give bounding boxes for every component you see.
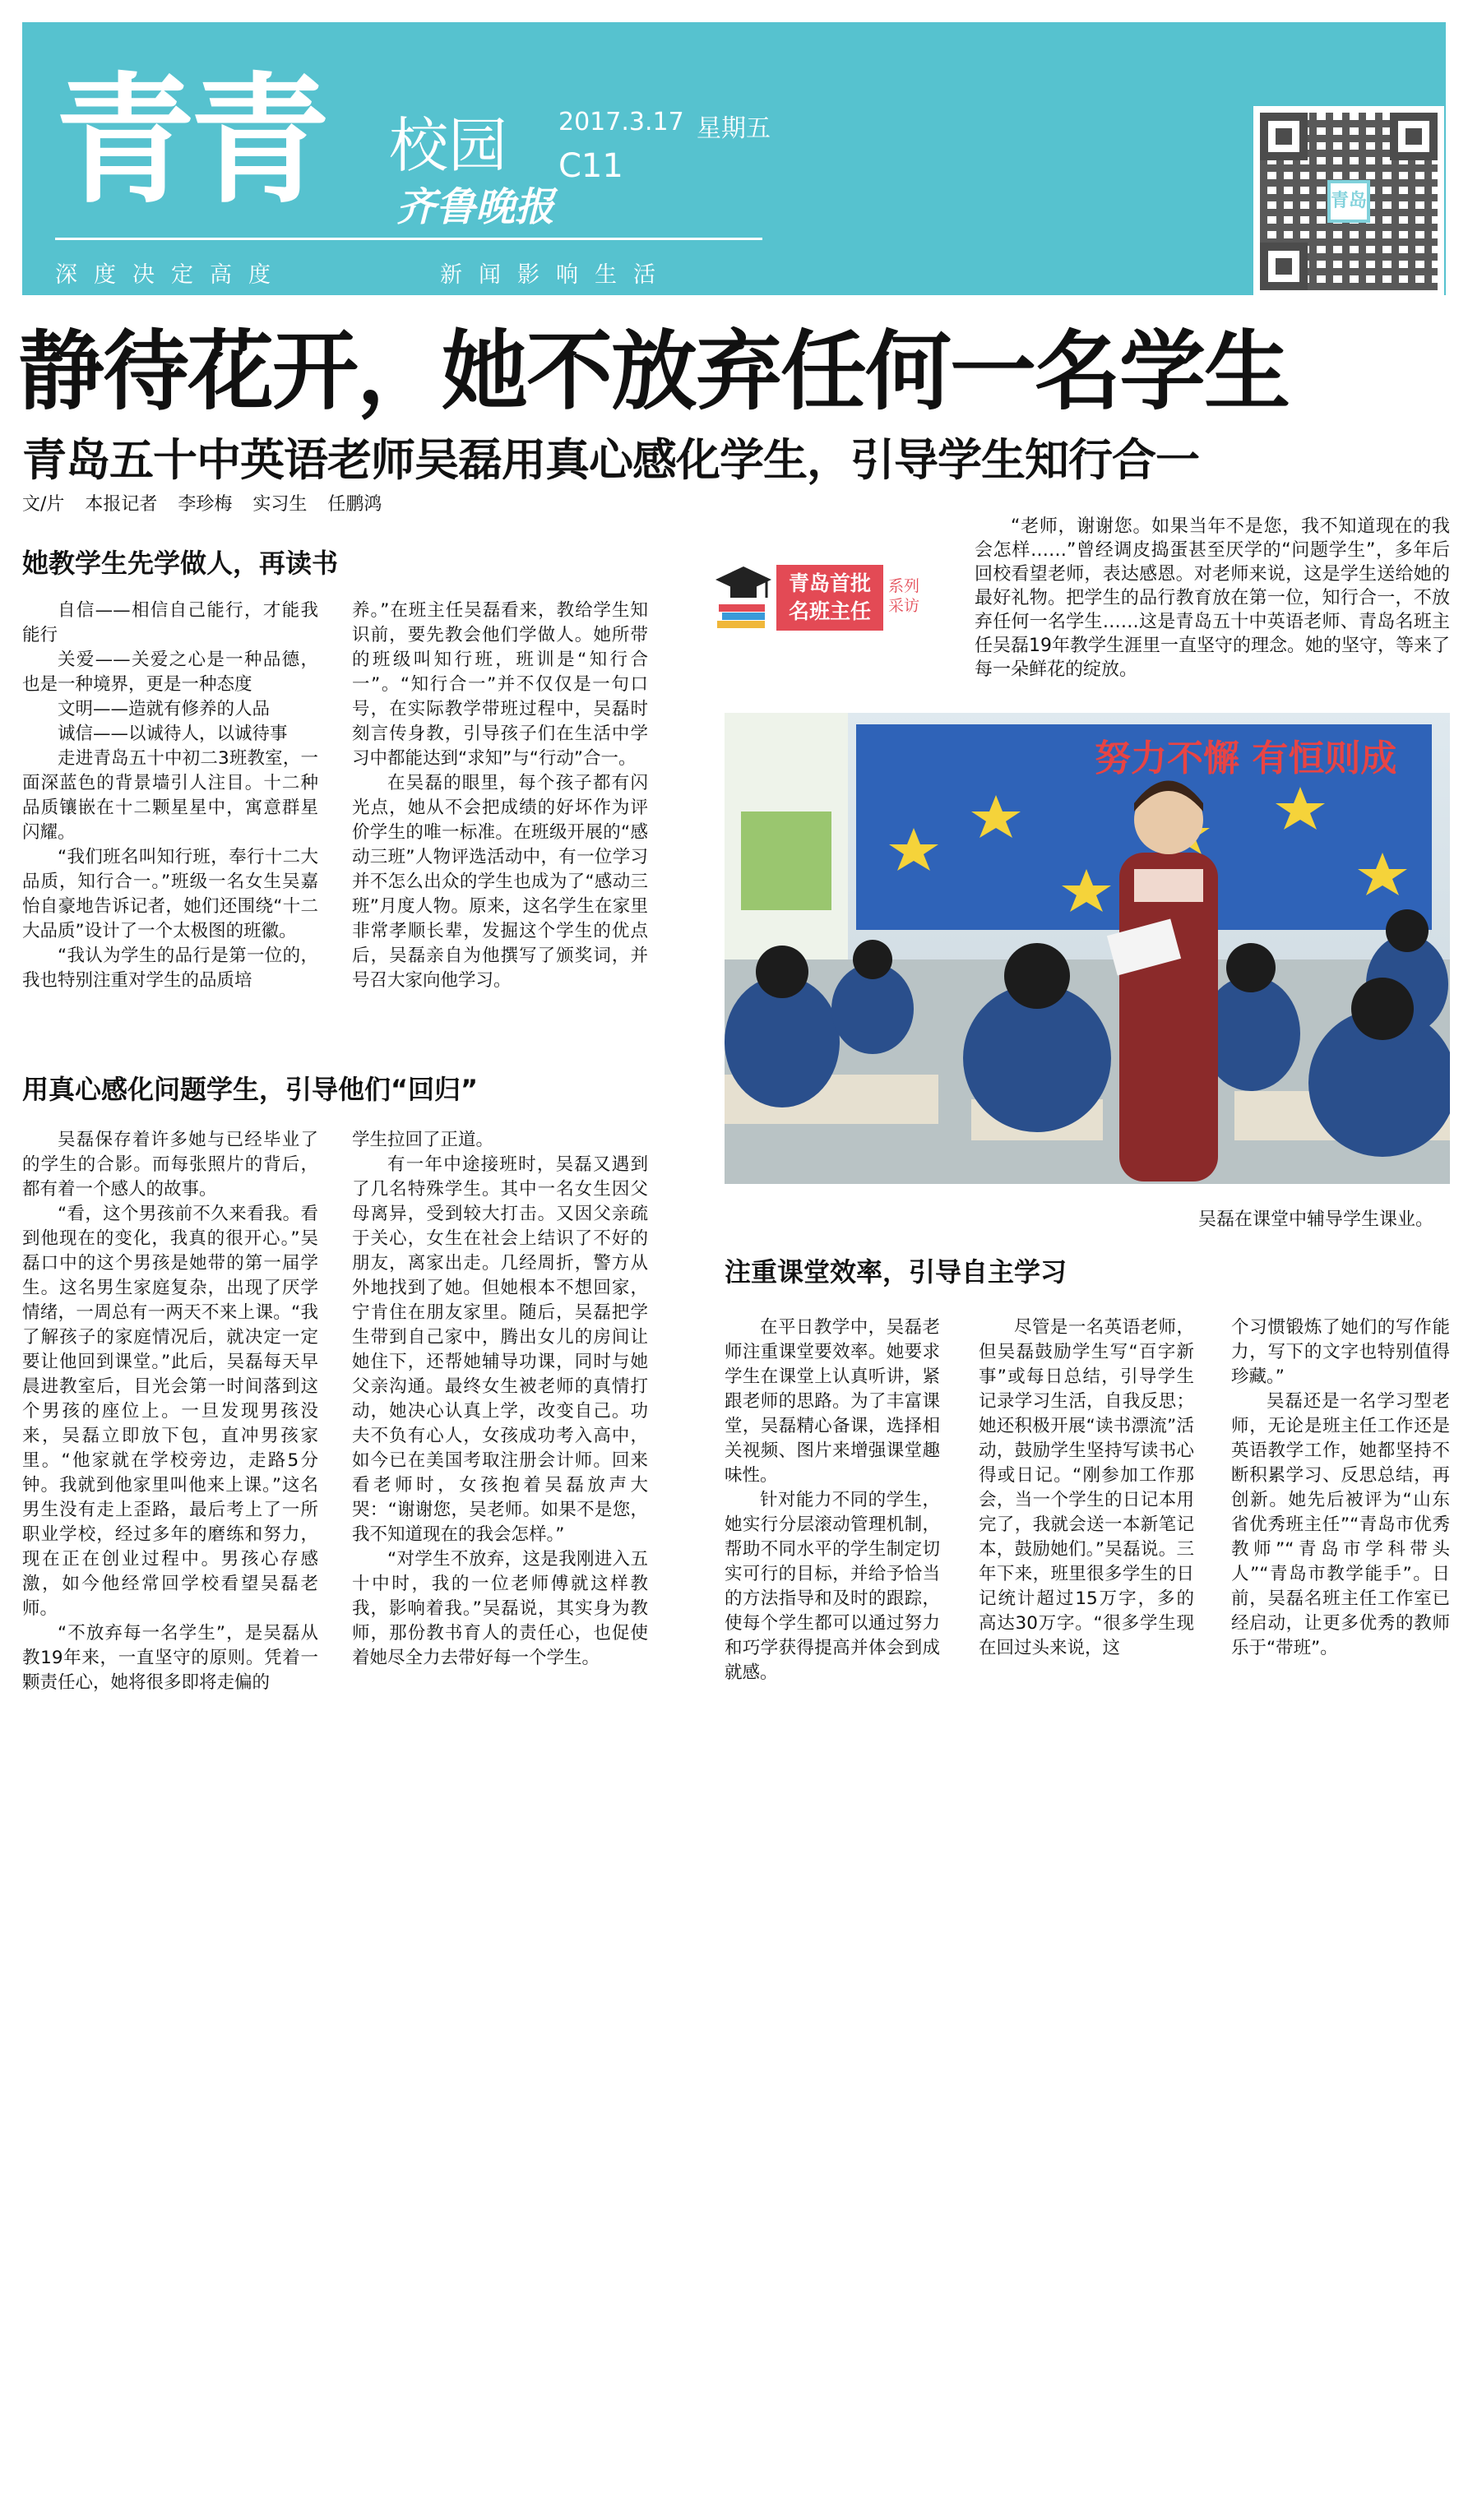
paragraph: 吴磊保存着许多她与已经毕业了的学生的合影。而每张照片的背后，都有着一个感人的故事。 [22, 1130, 318, 1200]
masthead-divider [55, 238, 762, 240]
classroom-photo [725, 713, 1450, 1184]
qr-finder [1260, 243, 1308, 290]
paragraph: 有一年中途接班时，吴磊又遇到了几名特殊学生。其中一名女生因父母离异，受到较大打击。又因父亲疏于关心，女生在社会上结识了不好的朋友，离家出走。几经周折，警方从外地找到了她。但她根本不想回家，宁肯住在朋友家里。随后，吴磊把学生带到自己家中，腾出女儿的房间让她住下，还帮她辅导功课，同时与她父亲沟通。最终女生被老师的真情打动，她决心认真上学，改变自己。功夫不负有心人，女孩成功考入高中，如今已在美国考取注册会计师。回来看老师时，女孩抱着吴磊放声大哭：“谢谢您，吴老师。如果不是您，我不知道现在的我会怎样。” [352, 1154, 648, 1545]
qr-center-logo: 青岛 [1327, 180, 1370, 223]
paragraph: 关爱——关爱之心是一种品德，也是一种境界，更是一种态度 [22, 650, 318, 695]
series-badge-line: 青岛首批 [788, 571, 871, 595]
series-badge-label [776, 565, 883, 631]
article-subhead: 青岛五十中英语老师吴磊用真心感化学生，引导学生知行合一 [22, 434, 1199, 486]
section-title: 用真心感化问题学生，引导他们“回归” [22, 1074, 479, 1105]
paragraph: 文明——造就有修养的人品 [58, 699, 271, 719]
article-headline: 静待花开，她不放弃任何一名学生 [18, 321, 1290, 422]
paragraph: 学生拉回了正道。 [352, 1130, 494, 1150]
series-badge-line: 名班主任 [788, 599, 871, 623]
text-column [22, 1128, 318, 1695]
text-column [725, 1315, 940, 1685]
paragraph: “我认为学生的品行是第一位的，我也特别注重对学生的品质培 [22, 946, 318, 991]
slogan-left: 深度决定高度 [55, 262, 287, 288]
paragraph: “不放弃每一名学生”，是吴磊从教19年来，一直坚守的原则。凭着一颗责任心，她将很多即将走偏的 [22, 1623, 318, 1693]
paragraph: 养。”在班主任吴磊看来，教给学生知识前，要先教会他们学做人。她所带的班级叫知行班，班训是“知行合一”。“知行合一”并不仅仅是一句口号，在实际教学带班过程中，吴磊时刻言传身教，引导孩子们在生活中学习中都能达到“求知”与“行动”合一。 [352, 600, 648, 769]
article-intro [975, 515, 1450, 682]
paragraph: 尽管是一名英语老师，但吴磊鼓励学生写“百字新事”或每日总结，引导学生记录学习生活，自我反思；她还积极开展“读书漂流”活动，鼓励学生坚持写读书心得或日记。“刚参加工作那会，当一个学生的日记本用完了，我就会送一本新笔记本，鼓励她们。”吴磊说。三年下来，班里很多学生的日记统计超过15万字，多的高达30万字。“很多学生现在回过头来说，这 [979, 1317, 1194, 1658]
slogan-right: 新闻影响生活 [440, 262, 672, 288]
masthead [22, 22, 1446, 295]
paragraph: 在平日教学中，吴磊老师注重课堂要效率。她要求学生在课堂上认真听讲，紧跟老师的思路。为了丰富课堂，吴磊精心备课，选择相关视频、图片来增强课堂趣味性。 [725, 1317, 940, 1486]
qr-code[interactable] [1253, 106, 1444, 297]
qr-finder [1260, 113, 1308, 160]
series-tag: 系列采访 [888, 577, 920, 615]
issue-date: 2017.3.17 [558, 108, 684, 136]
paragraph: 在吴磊的眼里，每个孩子都有闪光点，她从不会把成绩的好坏作为评价学生的唯一标准。在班级开展的“感动三班”人物评选活动中，有一位学习并不怎么出众的学生也成为了“感动三班”月度人物。原来，这名学生在家里非常孝顺长辈，发掘这个学生的优点后，吴磊亲自为他撰写了颁奖词，并号召大家向他学习。 [352, 773, 648, 991]
photo-banner-text: 努力不懈 有恒则成 [1095, 738, 1397, 779]
brand-logo: 青青 [55, 60, 326, 223]
text-column [22, 599, 318, 993]
text-column [1231, 1315, 1450, 1661]
classroom-illustration [725, 713, 1450, 1184]
qr-pattern [1260, 113, 1438, 290]
text-column [352, 599, 648, 993]
paragraph: 诚信——以诚待人，以诚待事 [58, 724, 288, 744]
paragraph: “对学生不放弃，这是我刚进入五十中时，我的一位老师傅就这样教我，影响着我。”吴磊说，其实身为教师，那份教书育人的责任心，也促使着她尽全力去带好每一个学生。 [352, 1549, 648, 1668]
text-column [979, 1315, 1194, 1661]
intro-paragraph: “老师，谢谢您。如果当年不是您，我不知道现在的我会怎样……”曾经调皮捣蛋甚至厌学的“问题学生”，多年后回校看望老师，表达感恩。对老师来说，这是学生送给她的最好礼物。把学生的品行教育放在第一位，知行合一，不放弃任何一名学生……这是青岛五十中英语老师、青岛名班主任吴磊19年教学生涯里一直坚守的理念。她的坚守，等来了每一朵鲜花的绽放。 [975, 516, 1450, 680]
section-title: 她教学生先学做人，再读书 [22, 548, 339, 579]
paragraph: 走进青岛五十中初二3班教室，一面深蓝色的背景墙引人注目。十二种品质镶嵌在十二颗星星中，寓意群星闪耀。 [22, 748, 318, 843]
paragraph: “看，这个男孩前不久来看我。看到他现在的变化，我真的很开心。”吴磊口中的这个男孩是她带的第一届学生。这名男生家庭复杂，出现了厌学情绪，一周总有一两天不来上课。“我了解孩子的家庭情况后，就决定一定要让他回到课堂。”此后，吴磊每天早晨进教室后，目光会第一时间落到这个男孩的座位上。一旦发现男孩没来，吴磊立即放下包，直冲男孩家里。“他家就在学校旁边，走路5分钟。我就到他家里叫他来上课。”这名男生没有走上歪路，最后考上了一所职业学校，经过多年的磨练和努力，现在正在创业过程中。男孩心存感激，如今他经常回学校看望吴磊老师。 [22, 1204, 318, 1619]
paragraph: 针对能力不同的学生，她实行分层滚动管理机制，帮助不同水平的学生制定切实可行的目标，并给予恰当的方法指导和及时的跟踪，使每个学生都可以通过努力和巧学获得提高并体会到成就感。 [725, 1490, 940, 1683]
section-name: 校园 [389, 111, 508, 180]
series-badge [714, 562, 952, 636]
graduation-cap-icon [714, 562, 773, 631]
issue-weekday: 星期五 [697, 114, 771, 143]
page-number: C11 [558, 147, 623, 185]
qr-finder [1390, 113, 1438, 160]
paragraph: “我们班名叫知行班，奉行十二大品质，知行合一。”班级一名女生吴嘉怡自豪地告诉记者，她们还围绕“十二大品质”设计了一个太极图的班徽。 [22, 847, 318, 941]
paragraph: 个习惯锻炼了她们的写作能力，写下的文字也特别值得珍藏。” [1231, 1317, 1450, 1387]
section-title: 注重课堂效率，引导自主学习 [725, 1256, 1067, 1288]
paper-name: 齐鲁晚报 [396, 184, 555, 230]
photo-caption: 吴磊在课堂中辅导学生课业。 [1198, 1209, 1434, 1230]
article-byline: 文/片 本报记者 李珍梅 实习生 任鹏鸿 [22, 494, 382, 515]
text-column [352, 1128, 648, 1671]
paragraph: 自信——相信自己能行，才能我能行 [22, 600, 318, 645]
paragraph: 吴磊还是一名学习型老师，无论是班主任工作还是英语教学工作，她都坚持不断积累学习、反思总结，再创新。她先后被评为“山东省优秀班主任”“青岛市优秀教师”“青岛市学科带头人”“青岛市教学能手”。日前，吴磊名班主任工作室已经启动，让更多优秀的教师乐于“带班”。 [1231, 1391, 1450, 1658]
